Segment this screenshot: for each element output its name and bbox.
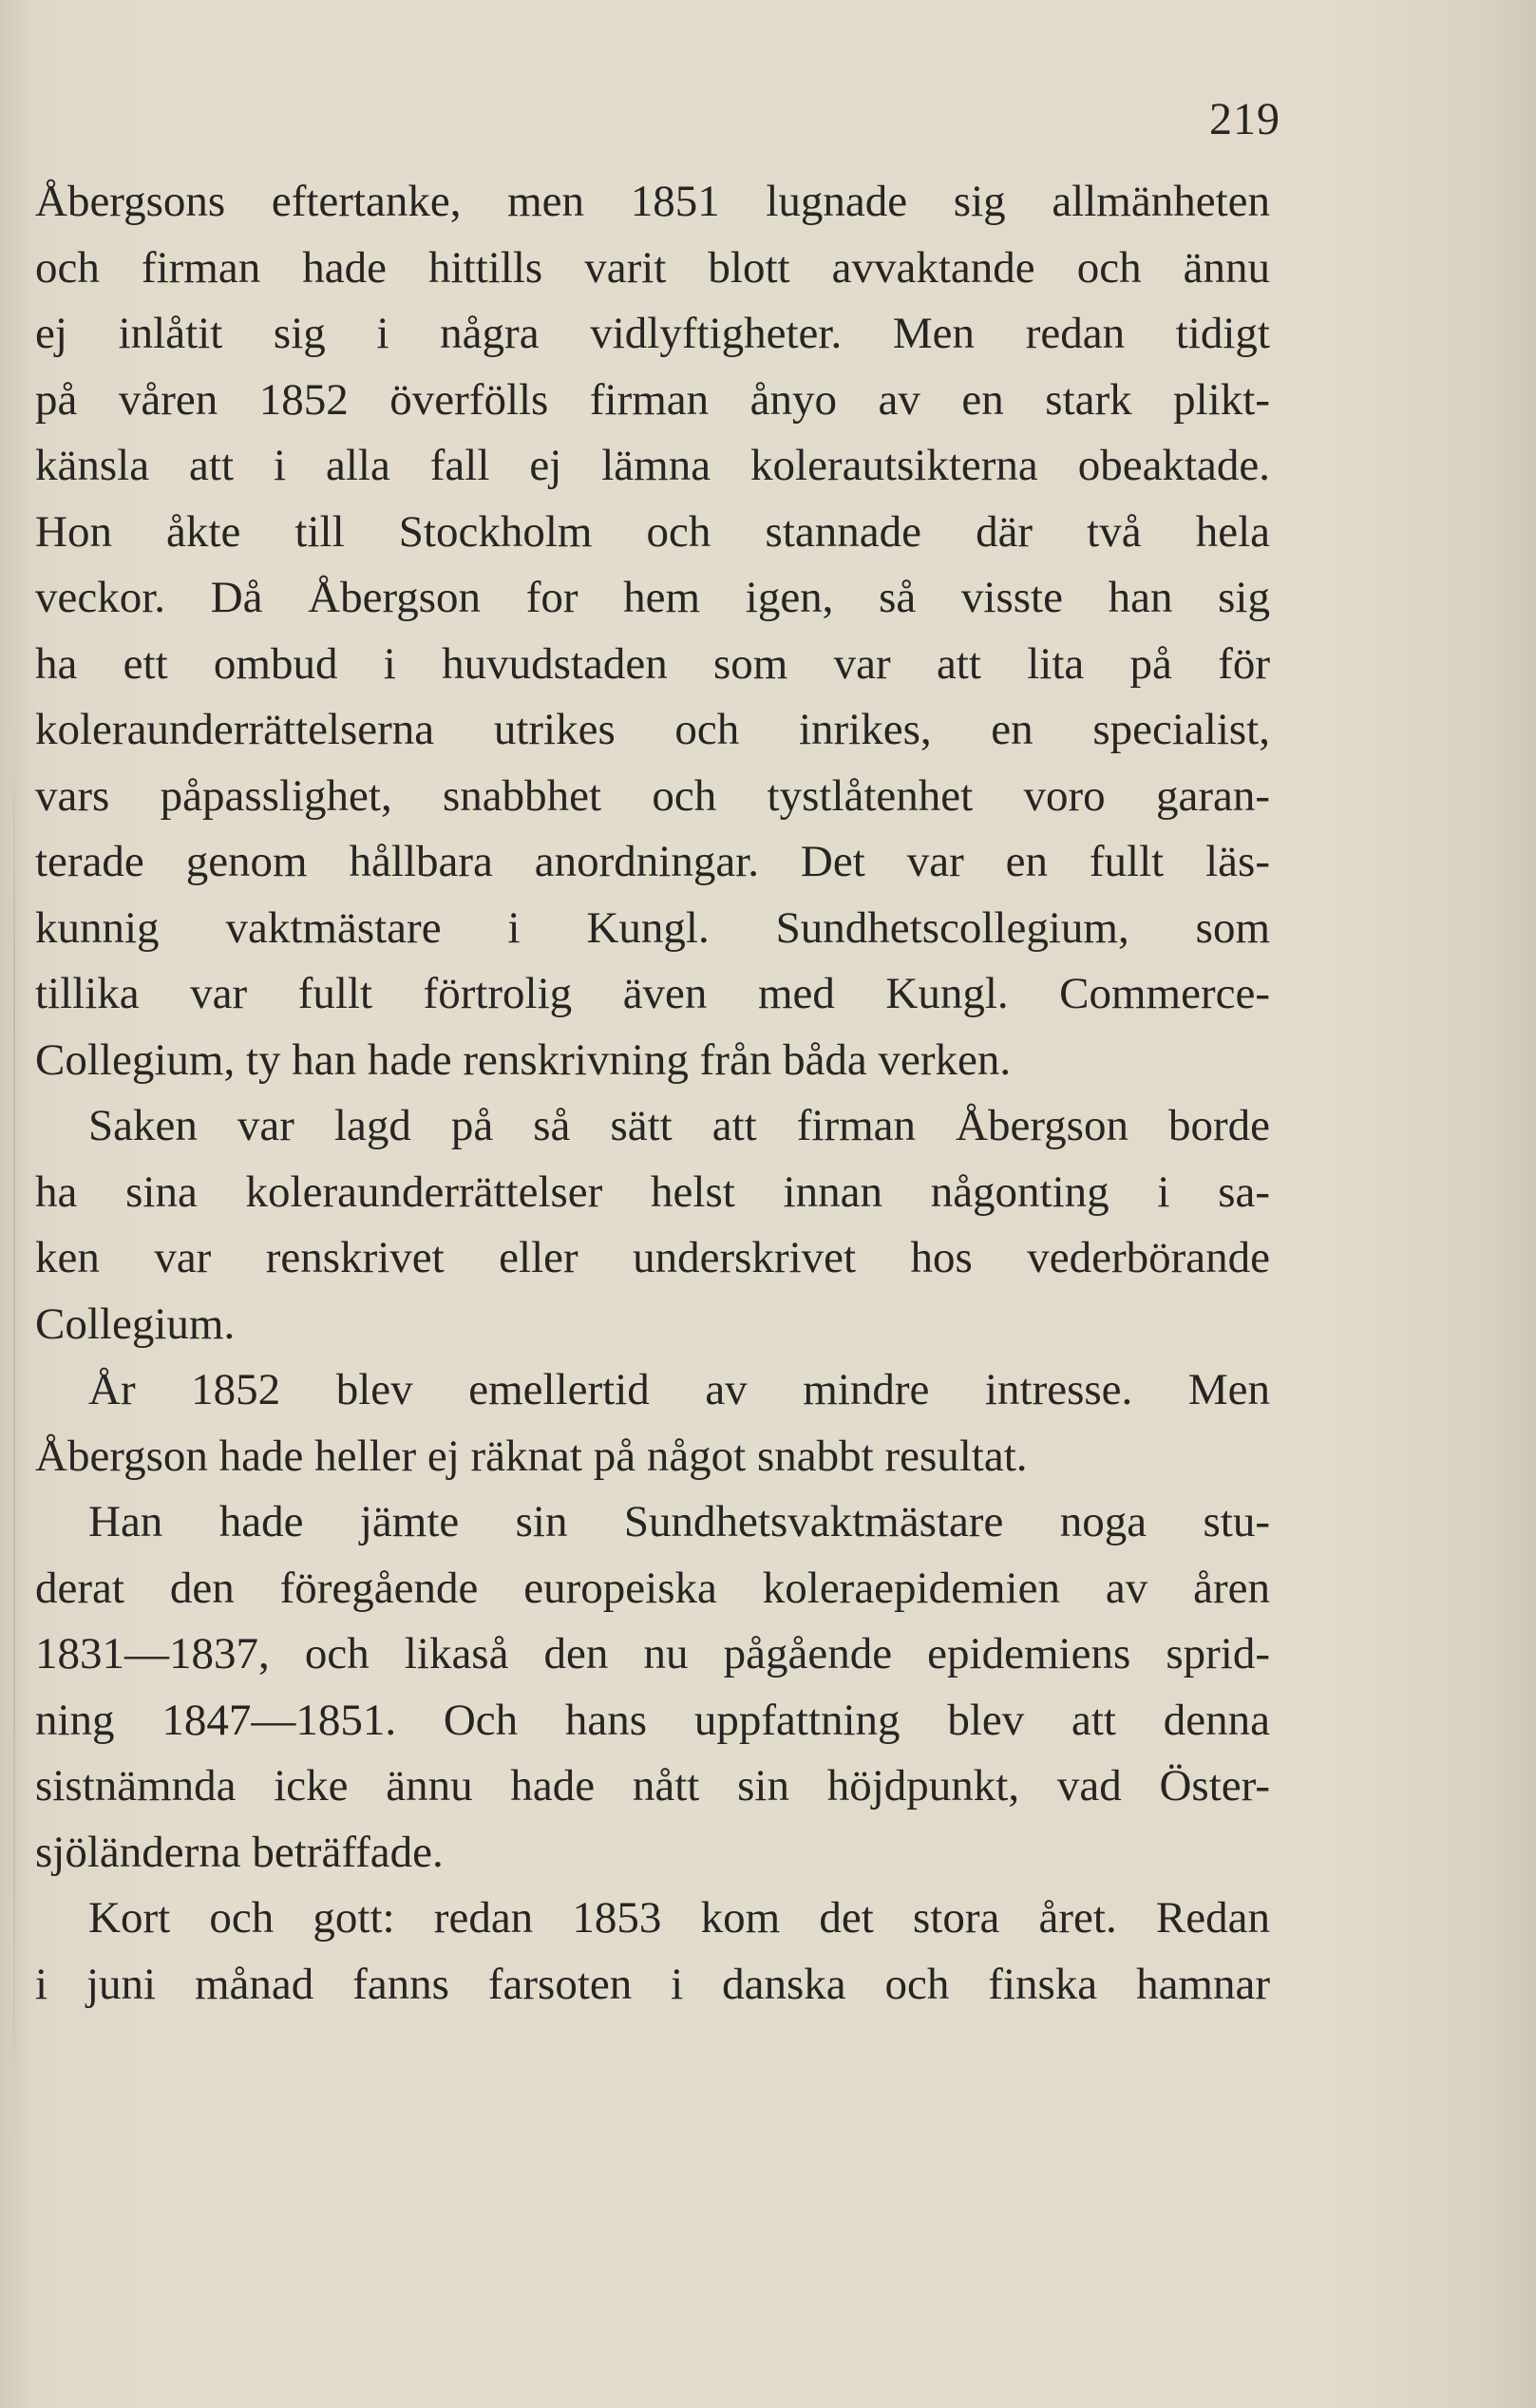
text-line: och firman hade hittills varit blott avvaktande och ännu bbox=[35, 242, 1270, 293]
text-line: sjöländerna beträffade. bbox=[35, 1827, 444, 1877]
text-line: Collegium. bbox=[35, 1299, 236, 1349]
text-line: Collegium, ty han hade renskrivning från båda verken. bbox=[35, 1034, 1012, 1085]
text-line: vars påpasslighet, snabbhet och tystlåtenhet voro garan- bbox=[35, 770, 1270, 821]
text-line: i juni månad fanns farsoten i danska och finska hamnar bbox=[35, 1959, 1270, 2009]
page-gutter-shadow bbox=[13, 722, 15, 2147]
text-line: på våren 1852 överfölls firman ånyo av en stark plikt- bbox=[35, 374, 1270, 425]
text-line: ken var renskrivet eller underskrivet hos vederbörande bbox=[35, 1233, 1270, 1282]
text-line: Kort och gott: redan 1853 kom det stora året. Redan bbox=[88, 1893, 1270, 1943]
text-line: Han hade jämte sin Sundhetsvaktmästare noga stu- bbox=[88, 1497, 1270, 1546]
text-line: terade genom hållbara anordningar. Det var en fullt läs- bbox=[35, 837, 1270, 886]
text-line: Saken var lagd på så sätt att firman Åbergson borde bbox=[88, 1101, 1270, 1150]
text-line: veckor. Då Åbergson for hem igen, så visste han sig bbox=[35, 573, 1270, 622]
text-line: kunnig vaktmästare i Kungl. Sundhetscollegium, som bbox=[35, 902, 1270, 953]
text-line: Åbergsons eftertanke, men 1851 lugnade sig allmänheten bbox=[35, 177, 1270, 226]
page-number: 219 bbox=[1209, 94, 1280, 144]
text-line: ej inlåtit sig i några vidlyftigheter. Men redan tidigt bbox=[35, 309, 1270, 358]
text-line: ha ett ombud i huvudstaden som var att lita på för bbox=[35, 638, 1270, 689]
text-line: koleraunderrättelserna utrikes och inrikes, en specialist, bbox=[35, 705, 1270, 754]
text-line: Hon åkte till Stockholm och stannade där två hela bbox=[35, 506, 1270, 557]
text-line: ning 1847—1851. Och hans uppfattning blev att denna bbox=[35, 1695, 1270, 1745]
body-text bbox=[35, 169, 1270, 2018]
text-line: känsla att i alla fall ej lämna kolerautsikterna obeaktade. bbox=[35, 441, 1270, 490]
text-line: 1831—1837, och likaså den nu pågående epidemiens sprid- bbox=[35, 1629, 1270, 1678]
text-line: sistnämnda icke ännu hade nått sin höjdpunkt, vad Öster- bbox=[35, 1761, 1270, 1811]
text-line: Åbergson hade heller ej räknat på något snabbt resultat. bbox=[35, 1431, 1028, 1481]
text-line: År 1852 blev emellertid av mindre intresse. Men bbox=[88, 1365, 1270, 1414]
text-line: tillika var fullt förtrolig även med Kungl. Commerce- bbox=[35, 969, 1270, 1018]
text-line: derat den föregående europeiska koleraepidemien av åren bbox=[35, 1563, 1270, 1613]
text-line: ha sina koleraunderrättelser helst innan någonting i sa- bbox=[35, 1166, 1270, 1217]
